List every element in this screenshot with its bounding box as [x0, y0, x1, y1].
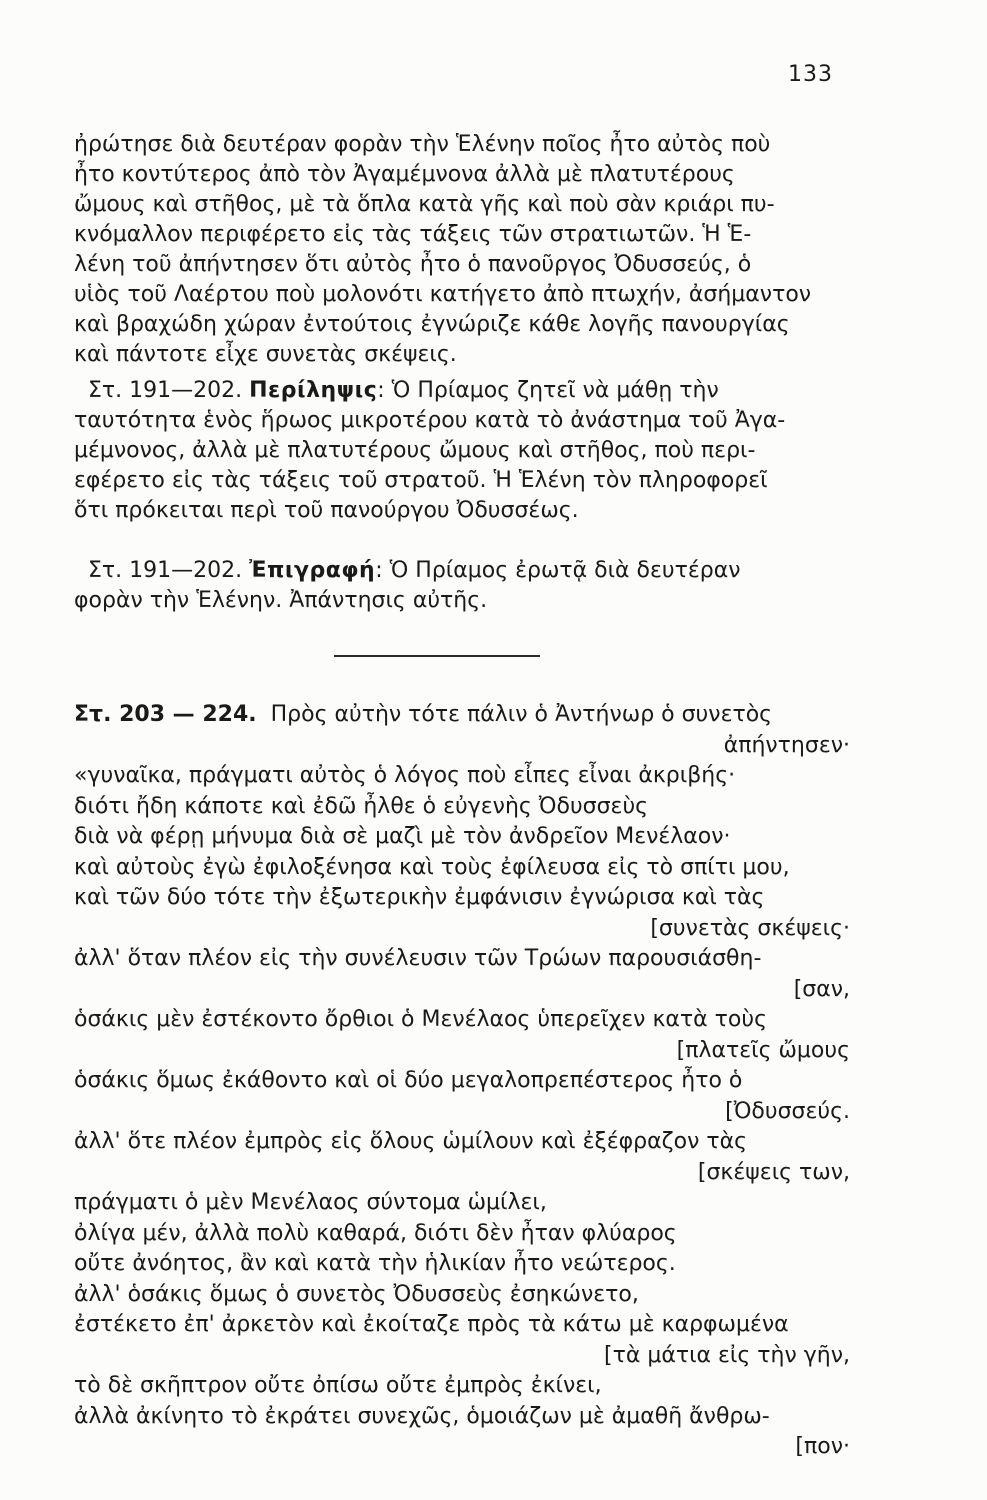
prose-line: λένη τοῦ ἀπήντησεν ὅτι αὐτὸς ἦτο ὁ πανοῦργος Ὀδυσσεύς, ὁ	[74, 252, 752, 277]
verse-line: ἀλλ' ὁσάκις ὅμως ὁ συνετὸς Ὀδυσσεὺς ἐσηκώνετο,	[74, 1281, 639, 1307]
summary-note	[74, 376, 864, 526]
summary-note-first-line	[74, 376, 864, 406]
verse-line: ὀλίγα μέν, ἀλλὰ πολὺ καθαρά, διότι δὲν ἦταν φλύαρος	[74, 1220, 677, 1246]
verse-line: «γυναῖκα, πράγματι αὐτὸς ὁ λόγος ποὺ εἶπες εἶναι ἀκριβής·	[74, 763, 736, 788]
verse-line: καὶ τῶν δύο τότε τὴν ἐξωτερικὴν ἐμφάνισιν ἐγνώρισα καὶ τὰς	[74, 885, 765, 910]
heading-note-first-line	[74, 556, 864, 586]
verse-line: πράγματι ὁ μὲν Μενέλαος σύντομα ὡμίλει,	[74, 1190, 547, 1215]
verse-line: διότι ἤδη κάποτε καὶ ἐδῶ ἦλθε ὁ εὐγενὴς Ὀδυσσεὺς	[74, 793, 649, 819]
prose-line: υἱὸς τοῦ Λαέρτου ποὺ μολονότι κατήγετο ἀπὸ πτωχήν, ἀσήμαντον	[74, 282, 812, 307]
verse-line-continuation: [πον·	[795, 1434, 850, 1459]
page-number: 133	[788, 62, 833, 87]
verse-line: ὁσάκις ὅμως ἐκάθοντο καὶ οἱ δύο μεγαλοπρεπέστερος ἦτο ὁ	[74, 1068, 743, 1093]
heading-note	[74, 556, 864, 616]
verse-line: καὶ αὐτοὺς ἐγὼ ἐφιλοξένησα καὶ τοὺς ἐφίλευσα εἰς τὸ σπίτι μου,	[74, 854, 790, 880]
section-divider	[334, 655, 540, 657]
verse-line-continuation: [σκέψεις των,	[697, 1159, 850, 1185]
summary-line: ὅτι πρόκειται περὶ τοῦ πανούργου Ὀδυσσέως.	[74, 498, 579, 523]
prose-paragraph	[74, 130, 854, 370]
verse-line: ἐστέκετο ἐπ' ἀρκετὸν καὶ ἐκοίταζε πρὸς τὰ κάτω μὲ καρφωμένα	[74, 1312, 789, 1337]
verse-line: τὸ δὲ σκῆπτρον οὔτε ὀπίσω οὔτε ἐμπρὸς ἐκίνει,	[74, 1373, 602, 1398]
heading-ref: Στ. 191—202.	[88, 558, 243, 583]
prose-line: ἦτο κοντύτερος ἀπὸ τὸν Ἀγαμέμνονα ἀλλὰ μὲ πλατυτέρους	[74, 162, 735, 187]
verse-line: διὰ νὰ φέρῃ μήνυμα διὰ σὲ μαζὶ μὲ τὸν ἀνδρεῖον Μενέλαον·	[74, 824, 731, 849]
verse-line: οὔτε ἀνόητος, ἂν καὶ κατὰ τὴν ἡλικίαν ἦτο νεώτερος.	[74, 1251, 676, 1276]
prose-line: κνόμαλλον περιφέρετο εἰς τὰς τάξεις τῶν στρατιωτῶν. Ἡ Ἑ-	[74, 222, 752, 247]
verse-line: ἀλλ' ὅτε πλέον ἐμπρὸς εἰς ὅλους ὡμίλουν καὶ ἐξέφραζον τὰς	[74, 1129, 748, 1154]
verse-line-text: Πρὸς αὐτὴν τότε πάλιν ὁ Ἀντήνωρ ὁ συνετὸς	[270, 702, 773, 727]
verse-translation	[74, 700, 874, 1463]
summary-label: Περίληψις	[249, 378, 378, 403]
verse-line	[74, 700, 874, 731]
summary-line: : Ὁ Πρίαμος ζητεῖ νὰ μάθῃ τὴν	[377, 378, 719, 403]
summary-line: μέμνονος, ἀλλὰ μὲ πλατυτέρους ὤμους καὶ στῆθος, ποὺ περι-	[74, 438, 756, 463]
verse-line-continuation: [Ὀδυσσεύς.	[725, 1098, 850, 1124]
prose-line: ὤμους καὶ στῆθος, μὲ τὰ ὅπλα κατὰ γῆς καὶ ποὺ σὰν κριάρι πυ-	[74, 192, 775, 217]
heading-label: Ἐπιγραφή	[249, 558, 376, 583]
summary-ref: Στ. 191—202.	[88, 378, 243, 403]
verse-line: ἀλλ' ὅταν πλέον εἰς τὴν συνέλευσιν τῶν Τρώων παρουσιάσθη-	[74, 946, 762, 971]
summary-line: εφέρετο εἰς τὰς τάξεις τοῦ στρατοῦ. Ἡ Ἑλένη τὸν πληροφορεῖ	[74, 468, 768, 493]
prose-line: καὶ βραχώδη χώραν ἐντούτοις ἐγνώριζε κάθε λογῆς πανουργίας	[74, 312, 790, 337]
prose-line: καὶ πάντοτε εἶχε συνετὰς σκέψεις.	[74, 342, 457, 367]
verse-line-continuation: [τὰ μάτια εἰς τὴν γῆν,	[604, 1342, 850, 1368]
heading-line: : Ὁ Πρίαμος ἐρωτᾷ διὰ δευτέραν	[375, 558, 741, 583]
verse-line: ἀλλὰ ἀκίνητο τὸ ἐκράτει συνεχῶς, ὁμοιάζων μὲ ἀμαθῆ ἄνθρω-	[74, 1403, 770, 1429]
verse-line-continuation: [σαν,	[793, 976, 850, 1002]
heading-line: φορὰν τὴν Ἑλένην. Ἀπάντησις αὐτῆς.	[74, 588, 488, 613]
verse-line-continuation: [πλατεῖς ὤμους	[676, 1037, 850, 1063]
verse-line: ὁσάκις μὲν ἐστέκοντο ὄρθιοι ὁ Μενέλαος ὑπερεῖχεν κατὰ τοὺς	[74, 1007, 767, 1032]
verse-line-continuation: ἀπήντησεν·	[723, 732, 850, 758]
verse-ref: Στ. 203 — 224.	[74, 702, 257, 727]
summary-line: ταυτότητα ἑνὸς ἥρωος μικροτέρου κατὰ τὸ ἀνάστημα τοῦ Ἀγα-	[74, 408, 786, 433]
prose-line: ἠρώτησε διὰ δευτέραν φορὰν τὴν Ἑλένην ποῖος ἦτο αὐτὸς ποὺ	[74, 132, 771, 157]
verse-line-continuation: [συνετὰς σκέψεις·	[650, 915, 850, 941]
